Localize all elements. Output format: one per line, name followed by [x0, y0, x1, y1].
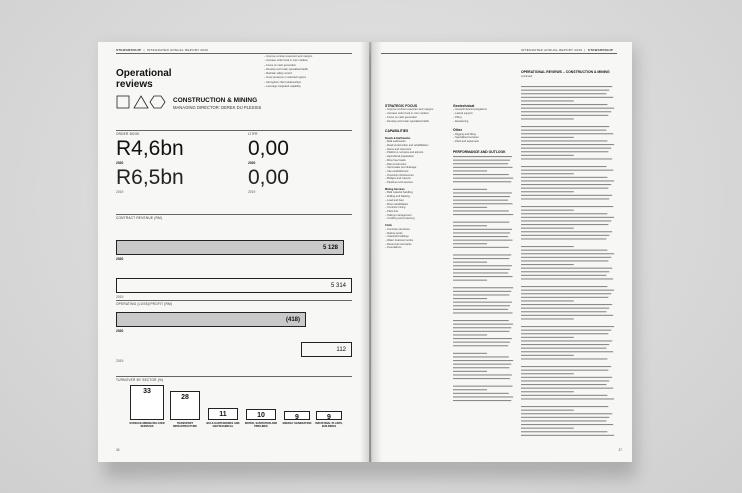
bar-year-label: 2019 [116, 295, 124, 299]
header-rule [116, 53, 352, 54]
list-item: – Concrete structures [385, 227, 410, 231]
turnover-title: TURNOVER BY SECTOR (%) [116, 378, 164, 382]
list-item: – Site establishment [385, 169, 409, 173]
list-item: – Pipelines and services [385, 181, 413, 185]
order-book-label: ORDER BOOK [116, 132, 140, 136]
list-item: – Rigging and lifting [453, 132, 476, 136]
operating-profit-bar: 112 [301, 342, 352, 357]
left-header-sub: INTEGRATED ANNUAL REPORT 2020 [146, 48, 209, 52]
left-page-number: 36 [116, 448, 120, 452]
bar-year-label: 2020 [116, 257, 124, 261]
list-item: – Load and haul [385, 198, 404, 202]
list-item: – Develop and retain specialised skills [264, 67, 308, 71]
list-item: – Platforms, terraces and airports [385, 151, 424, 155]
order-book-2019: R6,5bn [116, 166, 184, 189]
sector-label: BULK EARTHWORKS AND GEOTECHNICAL [206, 422, 240, 429]
strategic-focus-heading: STRATEGIC FOCUS [385, 104, 418, 108]
list-item: – Develop and retain specialised skills [385, 119, 429, 123]
list-item: – Dewatering [453, 119, 469, 123]
list-item: – Improve contract execution and margins [264, 55, 313, 58]
sector-label: TRANSPORT INFRASTRUCTURE [173, 422, 197, 429]
right-page: INTEGRATED ANNUAL REPORT 2020 | STEWARDSHIP OPERATIONAL REVIEWS – CONSTRUCTION & MINING continued STRATEGIC FOCUS – Improve contract execution and margins – Increase order book in core markets – Focus on cash generation – Develop and retain specialised skills CAPABILITIES Roads & Earthworks – Bulk earthworks – Road construction and rehabilitation – Dams and reservoirs – Platforms, terraces and airports – Agricultural preparation – Mine haul roads – Rail construction – Stormwater and drainage – Site establishment – Township infrastructure – Bridges and culverts – Pipelines and services Mining Services – Bulk material handling – Drilling and blasting – Load and haul – Mine rehabilitation – Contract mining – Plant hire – Tailings management – Crushing and screening Civils – Concrete structures – Marine works – Industrial buildings – Water treatment works – Reservoirs and tanks – Foundations Geotechnical – Geotechnical investigations – Lateral support – Piling – Dewatering Other – Rigging and lifting – Specialised services – Plant and equipment PERFORMANCE AND OUTLOOK 37 [371, 42, 632, 462]
list-item: – Dams and reservoirs [385, 147, 412, 151]
right-header-strong: STEWARDSHIP [587, 48, 614, 52]
other-heading: Other [453, 128, 463, 133]
list-item: – Mine haul roads [385, 158, 406, 162]
ltifr-2019: 0,00 [248, 166, 289, 189]
list-item: – Maintain safety record [264, 72, 292, 76]
left-page: STEWARDSHIP | INTEGRATED ANNUAL REPORT 2020 Operational reviews CONSTRUCTION & MINING MANAGING DIRECTOR: DEREK DU PLESSIS – Improve contract execution and margins – Increase order book in core markets – Focus on cash generation – Develop and retain specialised skills – Maintain safety record – Grow presence in selected regions – Strengthen client relationships – Leverage integrated capability ORDER BOOK LTIFR R4,6bn 0,00 2020 2020 R6,5bn 0,00 2019 2019 CONTRACT REVENUE (RM) 2020 5 128 2019 5 314 OPERATING (LOSS)/PROFIT (RM) (418) 2020 112 2019 TURNOVER BY SECTOR (%) 33 SURFACE MINING RELATED SERVICES 28 TRANSPORT INFRASTRUCTURE 11 BULK EARTHWORKS AND GEOTECHNICAL 10 WATER, SANITATION AND PIPELINES 9 ENERGY GENERATION 9 INDUSTRIAL PLANTS, BUILDINGS 36 [98, 42, 369, 462]
list-item: – Mine rehabilitation [385, 202, 409, 206]
bar-year-label: 2020 [116, 329, 124, 333]
sector-value: 9 [327, 414, 331, 421]
list-item: – Foundations [385, 246, 402, 250]
revenue-bar: 5 314 [116, 278, 352, 293]
list-item: – Geotechnical investigations [453, 108, 487, 112]
sector-label: SURFACE MINING RELATED SERVICES [129, 422, 165, 429]
list-item: – Industrial buildings [385, 235, 409, 239]
list-item: – Township infrastructure [385, 173, 414, 177]
list-item: – Plant and equipment [453, 140, 479, 144]
list-item: – Increase order book in core markets [264, 59, 308, 63]
list-item: – Lateral support [453, 112, 473, 116]
list-item: – Marine works [385, 231, 403, 235]
list-item: – Grow presence in selected regions [264, 76, 307, 80]
capability-group-title: Civils [385, 224, 392, 228]
right-header: INTEGRATED ANNUAL REPORT 2020 [521, 48, 583, 52]
revenue-bar: 5 128 [116, 240, 344, 255]
sector-label: WATER, SANITATION AND PIPELINES [244, 422, 278, 429]
sector-value: 9 [295, 414, 299, 421]
list-item: – Strengthen client relationships [264, 80, 301, 84]
list-item: – Contract mining [385, 206, 406, 210]
list-item: – Improve contract execution and margins [385, 108, 434, 112]
list-item: – Bulk material handling [385, 191, 413, 195]
list-item: – Bridges and culverts [385, 177, 411, 181]
body-text-lines [521, 84, 617, 439]
list-item: – Agricultural preparation [385, 155, 414, 159]
capability-group-title: Mining Services [385, 187, 405, 191]
list-item: – Road construction and rehabilitation [385, 144, 429, 148]
ltifr-label: LTIFR [248, 132, 258, 136]
list-item: – Piling [453, 115, 462, 119]
sector-value: 33 [143, 388, 151, 395]
list-item: – Rail construction [385, 162, 407, 166]
ltifr-2020: 0,00 [248, 137, 289, 160]
sector-value: 10 [257, 412, 265, 419]
list-item: – Bulk earthworks [385, 140, 406, 144]
capabilities-list [385, 137, 445, 250]
list-item: – Leverage integrated capability [264, 85, 301, 89]
list-item: – Plant hire [385, 209, 399, 213]
book-gutter [360, 42, 382, 462]
sector-title: CONSTRUCTION & MINING [173, 97, 258, 104]
list-item: – Crushing and screening [385, 217, 415, 221]
strategic-focus-list [264, 55, 354, 89]
list-item: – Focus on cash generation [385, 115, 418, 119]
list-item: – Stormwater and drainage [385, 166, 417, 170]
list-item: – Drilling and blasting [385, 195, 410, 199]
bar-year-label: 2019 [116, 359, 124, 363]
operating-profit-title: OPERATING (LOSS)/PROFIT (RM) [116, 302, 173, 306]
list-item: – Increase order book in core markets [385, 112, 429, 116]
right-page-number: 37 [618, 448, 622, 452]
list-item: – Tailings management [385, 213, 412, 217]
managing-director: MANAGING DIRECTOR: DEREK DU PLESSIS [173, 105, 262, 110]
body-text-lines [453, 154, 515, 404]
sector-label: INDUSTRIAL PLANTS, BUILDINGS [315, 422, 343, 429]
capability-group-title: Roads & Earthworks [385, 136, 411, 140]
page-title: Operational reviews [116, 68, 172, 90]
left-header: STEWARDSHIP [116, 48, 142, 52]
operating-profit-bar: (418) [116, 312, 306, 327]
sector-value: 11 [219, 411, 227, 418]
capabilities-heading: CAPABILITIES [385, 129, 409, 134]
list-item: – Focus on cash generation [264, 63, 297, 67]
sector-label: ENERGY GENERATION [282, 422, 312, 425]
order-book-2020: R4,6bn [116, 137, 184, 160]
list-item: – Specialised services [453, 136, 479, 140]
continued-section-label: OPERATIONAL REVIEWS – CONSTRUCTION & MINING [521, 70, 610, 74]
list-item: – Reservoirs and tanks [385, 242, 412, 246]
contract-revenue-title: CONTRACT REVENUE (RM) [116, 216, 163, 220]
sector-shapes-icon [116, 95, 168, 109]
list-item: – Water treatment works [385, 238, 414, 242]
performance-heading: PERFORMANCE AND OUTLOOK [453, 149, 506, 154]
sector-value: 28 [181, 394, 189, 401]
geotech-heading: Geotechnical [453, 104, 475, 108]
